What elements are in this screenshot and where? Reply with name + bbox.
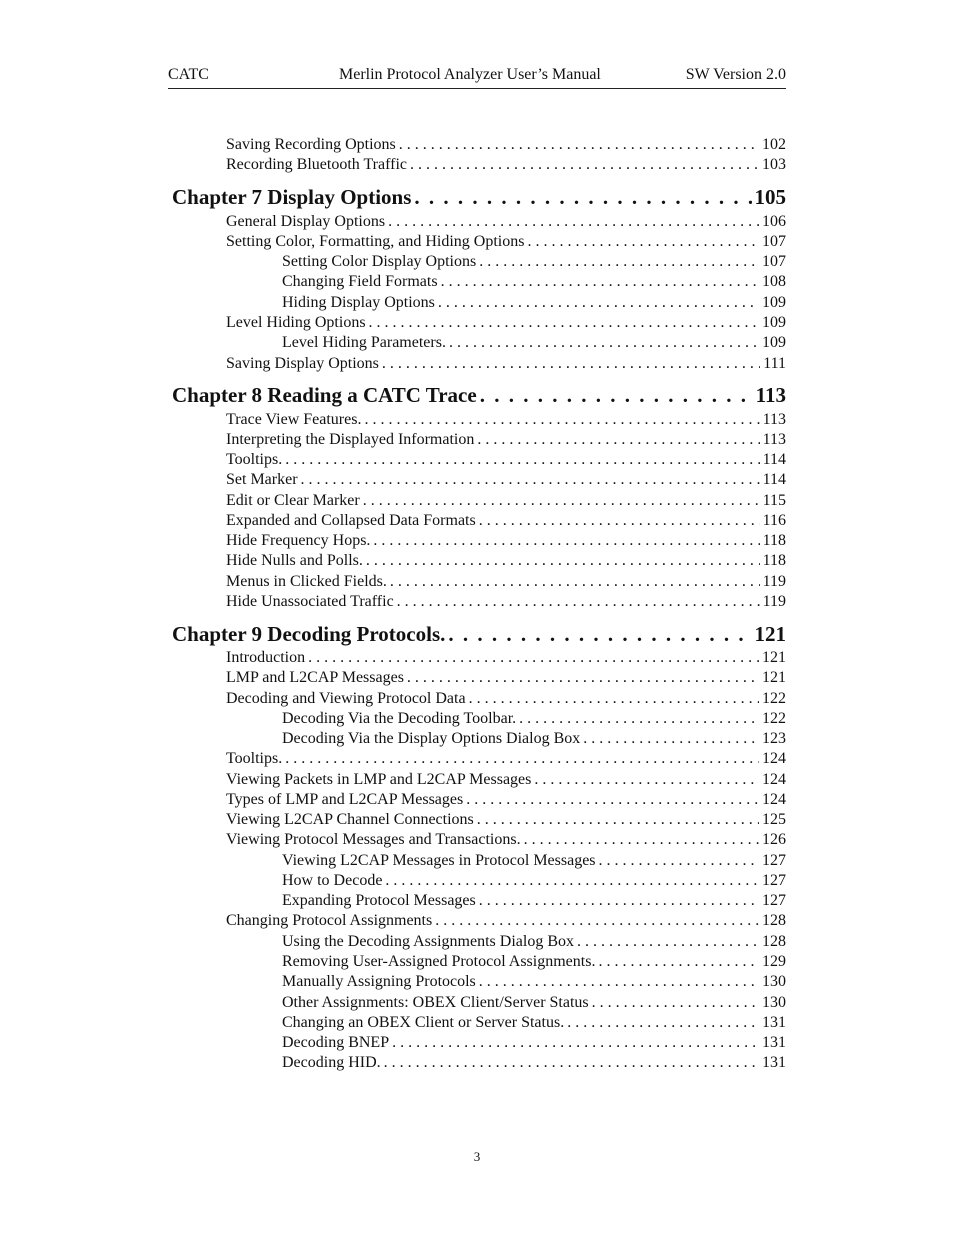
leader-dots <box>441 272 759 292</box>
leader-dots <box>519 709 759 729</box>
toc-entry-title: Expanded and Collapsed Data Formats <box>226 512 476 529</box>
leader-dots <box>479 972 759 992</box>
toc-entry-title: Introduction <box>226 649 306 666</box>
toc-chapter[interactable] <box>172 382 786 408</box>
toc-entry-title: Decoding Via the Decoding Toolbar. <box>282 710 517 727</box>
leader-dots <box>285 749 759 769</box>
toc-chapter-page: 105 <box>754 185 786 209</box>
toc-subentry[interactable] <box>282 293 786 313</box>
toc-subentry[interactable] <box>282 252 786 272</box>
toc-chapter-title: Chapter 9 Decoding Protocols. <box>172 622 446 646</box>
toc-chapter-title: Chapter 8 Reading a CATC Trace <box>172 383 477 407</box>
toc-entry-title: Setting Color Display Options <box>282 253 477 270</box>
toc-entry[interactable] <box>226 135 786 155</box>
toc-chapter[interactable] <box>172 184 786 210</box>
toc-entry-page: 122 <box>762 690 786 707</box>
leader-dots <box>583 729 759 749</box>
toc-entry-title: Hide Nulls and Polls. <box>226 552 363 569</box>
leader-dots <box>407 668 759 688</box>
header-title: Merlin Protocol Analyzer User’s Manual <box>339 66 601 83</box>
toc-entry-page: 115 <box>762 492 786 509</box>
toc-entry-page: 130 <box>762 973 786 990</box>
toc-entry-page: 121 <box>762 649 786 666</box>
leader-dots <box>414 184 751 210</box>
leader-dots <box>373 531 759 551</box>
leader-dots <box>448 621 751 647</box>
toc-entry-page: 113 <box>762 411 786 428</box>
toc-entry-title: General Display Options <box>226 213 386 230</box>
toc-entry-page: 108 <box>762 273 786 290</box>
toc-entry[interactable] <box>226 511 786 531</box>
toc-entry-title: Level Hiding Options <box>226 314 366 331</box>
leader-dots <box>285 450 759 470</box>
toc-subentry[interactable] <box>282 729 786 749</box>
toc-entry[interactable] <box>226 648 786 668</box>
toc-entry-title: Menus in Clicked Fields. <box>226 573 387 590</box>
toc-entry-page: 111 <box>763 355 786 372</box>
toc-subentry[interactable] <box>282 333 786 353</box>
toc-entry-title: LMP and L2CAP Messages <box>226 669 404 686</box>
leader-dots <box>397 592 760 612</box>
leader-dots <box>385 871 759 891</box>
toc-entry[interactable] <box>226 531 786 551</box>
toc-entry-title: Manually Assigning Protocols <box>282 973 476 990</box>
toc-entry-title: Viewing Packets in LMP and L2CAP Messages <box>226 771 532 788</box>
toc-entry-title: Using the Decoding Assignments Dialog Box <box>282 933 574 950</box>
leader-dots <box>410 155 759 175</box>
toc-entry-title: Hide Frequency Hops. <box>226 532 371 549</box>
toc-entry[interactable] <box>226 689 786 709</box>
toc-entry-page: 113 <box>762 431 786 448</box>
toc-entry-page: 119 <box>762 593 786 610</box>
toc-entry-page: 127 <box>762 892 786 909</box>
toc-entry-title: Interpreting the Displayed Information <box>226 431 475 448</box>
toc-entry[interactable] <box>226 749 786 769</box>
leader-dots <box>577 932 759 952</box>
leader-dots <box>524 830 759 850</box>
toc-subentry[interactable] <box>282 972 786 992</box>
toc-entry[interactable] <box>226 410 786 430</box>
toc-subentry[interactable] <box>282 871 786 891</box>
toc-entry-page: 109 <box>762 294 786 311</box>
toc-entry-page: 127 <box>762 852 786 869</box>
toc-entry-title: Edit or Clear Marker <box>226 492 360 509</box>
toc-entry-page: 123 <box>762 730 786 747</box>
leader-dots <box>479 891 759 911</box>
toc-entry-page: 107 <box>762 233 786 250</box>
toc-entry[interactable] <box>226 470 786 490</box>
toc-entry-title: Saving Recording Options <box>226 136 396 153</box>
header-version: SW Version 2.0 <box>685 66 786 83</box>
toc-chapter-title: Chapter 7 Display Options <box>172 185 412 209</box>
leader-dots <box>366 551 760 571</box>
toc-entry-title: Viewing L2CAP Channel Connections <box>226 811 474 828</box>
toc-entry-page: 128 <box>762 933 786 950</box>
toc-entry-page: 130 <box>762 994 786 1011</box>
toc-subentry[interactable] <box>282 891 786 911</box>
toc-entry-title: Viewing Protocol Messages and Transactions. <box>226 831 521 848</box>
toc-entry-page: 131 <box>762 1054 786 1071</box>
toc-entry-title: Tooltips. <box>226 451 283 468</box>
toc-subentry[interactable] <box>282 1033 786 1053</box>
toc-entry-title: Level Hiding Parameters. <box>282 334 446 351</box>
leader-dots <box>469 689 759 709</box>
toc-entry-page: 125 <box>762 811 786 828</box>
leader-dots <box>477 430 759 450</box>
toc-entry-title: Removing User-Assigned Protocol Assignments. <box>282 953 596 970</box>
toc-entry-page: 119 <box>762 573 786 590</box>
toc-subentry[interactable] <box>282 851 786 871</box>
toc-entry-page: 131 <box>762 1014 786 1031</box>
toc-entry[interactable] <box>226 155 786 175</box>
leader-dots <box>308 648 759 668</box>
leader-dots <box>527 232 759 252</box>
toc-entry[interactable] <box>226 551 786 571</box>
leader-dots <box>466 790 759 810</box>
toc-chapter-page: 113 <box>755 383 786 407</box>
toc-entry-page: 127 <box>762 872 786 889</box>
toc-subentry[interactable] <box>282 709 786 729</box>
leader-dots <box>435 911 759 931</box>
toc-entry-page: 116 <box>762 512 786 529</box>
toc-entry[interactable] <box>226 770 786 790</box>
toc-subentry[interactable] <box>282 932 786 952</box>
toc-entry[interactable] <box>226 491 786 511</box>
leader-dots <box>384 1053 759 1073</box>
toc-entry-title: Trace View Features. <box>226 411 362 428</box>
toc-entry-title: Decoding HID. <box>282 1054 381 1071</box>
leader-dots <box>567 1013 759 1033</box>
toc-subentry[interactable] <box>282 1053 786 1073</box>
leader-dots <box>364 410 759 430</box>
toc-entry[interactable] <box>226 911 786 931</box>
toc-entry-page: 131 <box>762 1034 786 1051</box>
toc-entry-page: 114 <box>762 471 786 488</box>
header-left-text: CATC <box>168 66 209 83</box>
toc-subentry[interactable] <box>282 993 786 1013</box>
toc-entry[interactable] <box>226 354 786 374</box>
toc-entry[interactable] <box>226 572 786 592</box>
toc-entry[interactable] <box>226 313 786 333</box>
toc-entry-title: How to Decode <box>282 872 383 889</box>
toc-entry-title: Changing an OBEX Client or Server Status. <box>282 1014 565 1031</box>
leader-dots <box>392 1033 759 1053</box>
toc-entry-page: 103 <box>762 156 786 173</box>
toc-subentry[interactable] <box>282 952 786 972</box>
toc-entry-page: 124 <box>762 750 786 767</box>
toc-entry-page: 121 <box>762 669 786 686</box>
toc-entry[interactable] <box>226 592 786 612</box>
toc-entry[interactable] <box>226 668 786 688</box>
toc-entry-title: Decoding Via the Display Options Dialog Box <box>282 730 581 747</box>
toc-entry-title: Expanding Protocol Messages <box>282 892 476 909</box>
toc-entry-page: 118 <box>762 532 786 549</box>
toc-subentry[interactable] <box>282 272 786 292</box>
toc-entry-title: Decoding and Viewing Protocol Data <box>226 690 466 707</box>
toc-entry-title: Saving Display Options <box>226 355 379 372</box>
leader-dots <box>301 470 760 490</box>
toc-entry-page: 102 <box>762 136 786 153</box>
toc-entry-title: Decoding BNEP <box>282 1034 390 1051</box>
toc-entry[interactable] <box>226 212 786 232</box>
leader-dots <box>598 952 759 972</box>
toc-entry[interactable] <box>226 790 786 810</box>
toc-entry-page: 109 <box>762 314 786 331</box>
leader-dots <box>479 252 759 272</box>
toc-entry[interactable] <box>226 450 786 470</box>
toc-entry-title: Hide Unassociated Traffic <box>226 593 394 610</box>
toc-entry-title: Recording Bluetooth Traffic <box>226 156 408 173</box>
leader-dots <box>399 135 759 155</box>
toc-entry-title: Set Marker <box>226 471 298 488</box>
toc-entry[interactable] <box>226 430 786 450</box>
toc-entry-title: Changing Protocol Assignments <box>226 912 433 929</box>
toc-chapter-page: 121 <box>754 622 786 646</box>
toc-entry-page: 107 <box>762 253 786 270</box>
toc-subentry[interactable] <box>282 1013 786 1033</box>
leader-dots <box>363 491 760 511</box>
toc-entry-title: Hiding Display Options <box>282 294 435 311</box>
toc-entry-page: 126 <box>762 831 786 848</box>
toc-entry-title: Types of LMP and L2CAP Messages <box>226 791 464 808</box>
toc-entry[interactable] <box>226 810 786 830</box>
toc-entry-title: Viewing L2CAP Messages in Protocol Messages <box>282 852 596 869</box>
leader-dots <box>599 851 759 871</box>
page-number: 3 <box>473 1149 481 1164</box>
leader-dots <box>438 293 759 313</box>
leader-dots <box>369 313 759 333</box>
toc-entry-page: 128 <box>762 912 786 929</box>
toc-entry-title: Changing Field Formats <box>282 273 438 290</box>
toc-entry-page: 122 <box>762 710 786 727</box>
leader-dots <box>534 770 759 790</box>
leader-dots <box>480 382 753 408</box>
toc-entry-page: 118 <box>762 552 786 569</box>
toc-entry-title: Tooltips. <box>226 750 283 767</box>
leader-dots <box>388 212 759 232</box>
toc-entry[interactable] <box>226 830 786 850</box>
toc-entry-page: 124 <box>762 771 786 788</box>
toc-entry-page: 109 <box>762 334 786 351</box>
leader-dots <box>390 572 760 592</box>
toc-chapter[interactable] <box>172 621 786 647</box>
toc-entry-page: 129 <box>762 953 786 970</box>
toc-entry-page: 114 <box>762 451 786 468</box>
leader-dots <box>479 511 760 531</box>
leader-dots <box>382 354 760 374</box>
leader-dots <box>592 993 759 1013</box>
toc-entry[interactable] <box>226 232 786 252</box>
toc-entry-title: Other Assignments: OBEX Client/Server Status <box>282 994 589 1011</box>
leader-dots <box>449 333 759 353</box>
leader-dots <box>477 810 759 830</box>
toc-entry-page: 124 <box>762 791 786 808</box>
toc-entry-page: 106 <box>762 213 786 230</box>
toc-entry-title: Setting Color, Formatting, and Hiding Options <box>226 233 525 250</box>
